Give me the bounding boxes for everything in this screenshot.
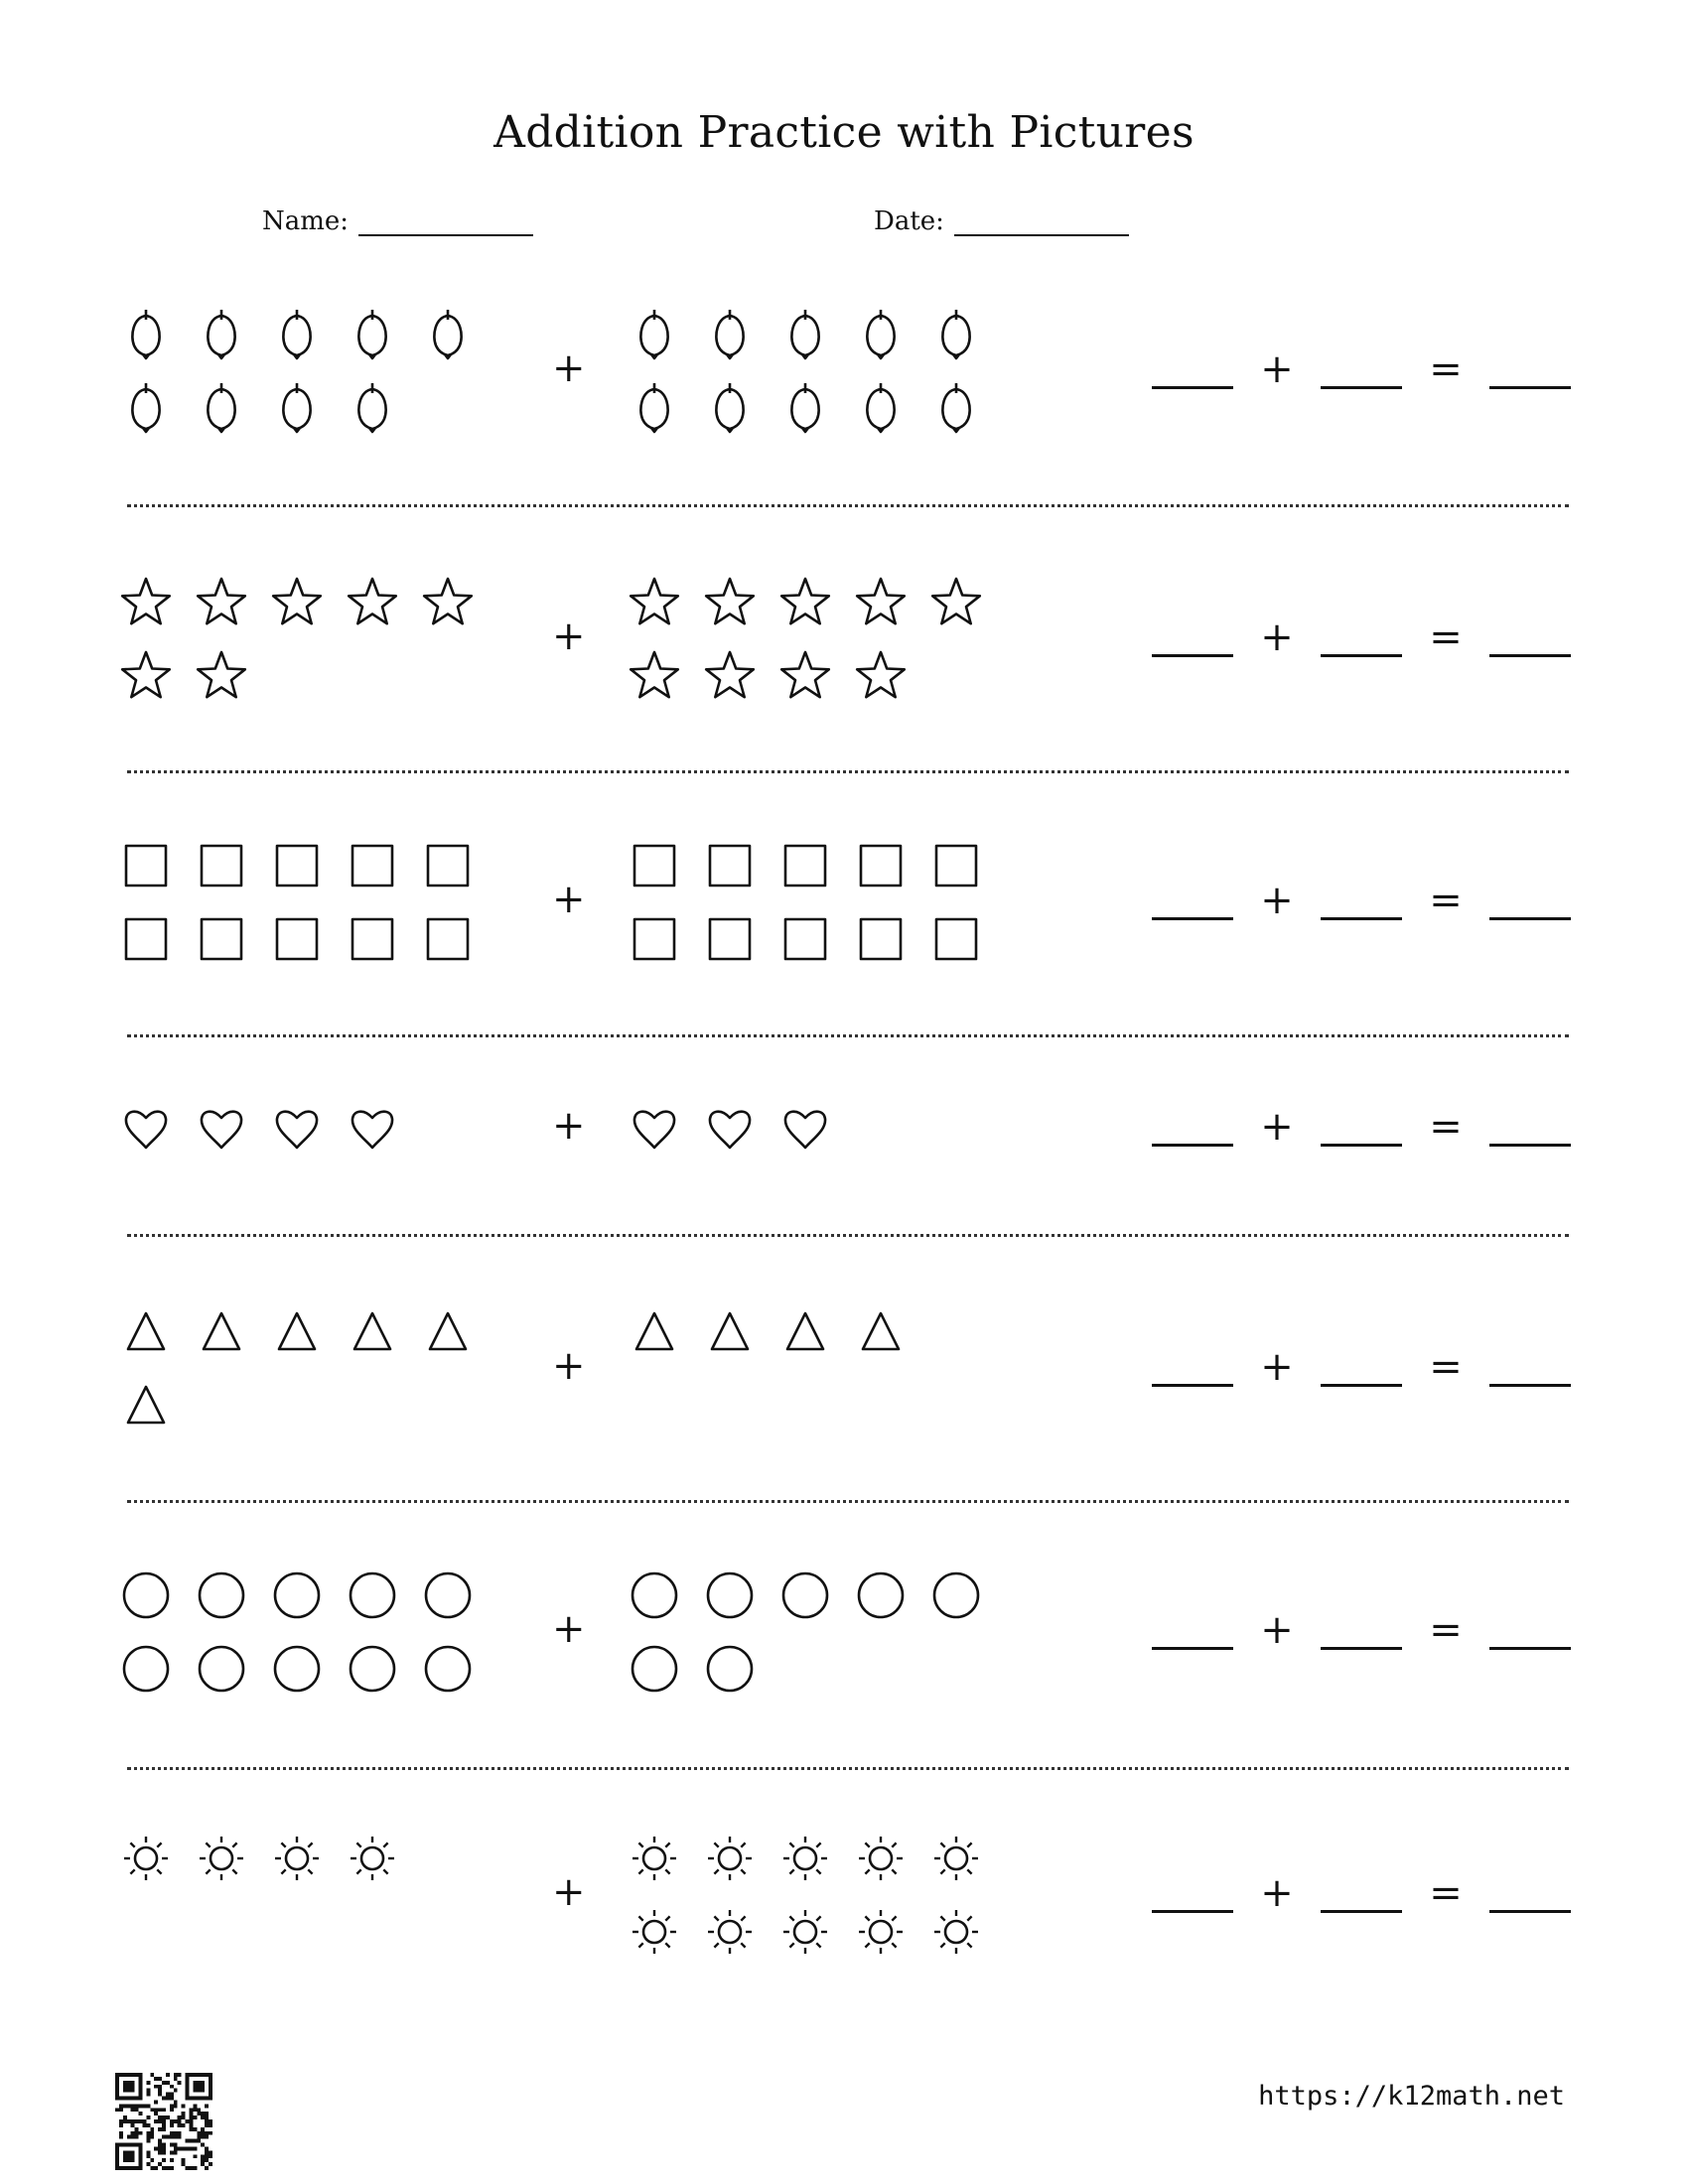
- triangle-icon: [119, 1379, 173, 1436]
- equals-sign: =: [1429, 1607, 1463, 1653]
- square-icon: [703, 839, 757, 896]
- lemon-icon: [346, 381, 399, 439]
- star-icon: [119, 649, 173, 707]
- equals-sign: =: [1429, 878, 1463, 923]
- answer-equation: [1152, 1344, 1571, 1390]
- addend-blank[interactable]: [1321, 350, 1402, 389]
- circle-icon: [421, 1569, 475, 1626]
- heart-icon: [346, 1102, 399, 1160]
- lemon-icon: [778, 308, 832, 365]
- answer-equation: [1152, 346, 1571, 392]
- date-field: [874, 206, 1129, 236]
- circle-icon: [195, 1569, 248, 1626]
- sun-icon: [195, 1832, 248, 1889]
- problem-row: [119, 1832, 1579, 1971]
- addend-blank[interactable]: [1321, 1108, 1402, 1147]
- plus-sign: +: [552, 1103, 586, 1149]
- sun-icon: [346, 1832, 399, 1889]
- equals-sign: =: [1429, 1344, 1463, 1390]
- circle-icon: [778, 1569, 832, 1626]
- square-icon: [119, 839, 173, 896]
- worksheet-title: Addition Practice with Pictures: [493, 107, 1195, 158]
- square-icon: [703, 912, 757, 970]
- circle-icon: [628, 1569, 681, 1626]
- answer-equation: [1152, 614, 1571, 660]
- lemon-icon: [778, 381, 832, 439]
- square-icon: [854, 912, 908, 970]
- addend-blank[interactable]: [1152, 882, 1233, 920]
- lemon-icon: [854, 308, 908, 365]
- star-icon: [778, 649, 832, 707]
- star-icon: [628, 576, 681, 633]
- triangle-icon: [421, 1305, 475, 1363]
- sun-icon: [270, 1832, 324, 1889]
- circle-icon: [703, 1642, 757, 1700]
- plus-sign: +: [552, 1343, 586, 1389]
- dotted-divider: [127, 1034, 1569, 1037]
- square-icon: [778, 912, 832, 970]
- circle-icon: [119, 1642, 173, 1700]
- sun-icon: [854, 1832, 908, 1889]
- triangle-icon: [628, 1305, 681, 1363]
- date-blank[interactable]: [954, 210, 1129, 236]
- answer-equation: [1152, 1870, 1571, 1916]
- answer-equation: [1152, 878, 1571, 923]
- lemon-icon: [929, 308, 983, 365]
- date-label: Date:: [874, 206, 944, 236]
- addend-blank[interactable]: [1152, 618, 1233, 657]
- addend-blank[interactable]: [1152, 1348, 1233, 1387]
- sun-icon: [929, 1905, 983, 1963]
- star-icon: [854, 649, 908, 707]
- square-icon: [270, 839, 324, 896]
- heart-icon: [703, 1102, 757, 1160]
- problem-row: [119, 576, 1579, 725]
- square-icon: [628, 912, 681, 970]
- plus-sign: +: [552, 1869, 586, 1915]
- dotted-divider: [127, 770, 1569, 773]
- addend-blank[interactable]: [1321, 1611, 1402, 1650]
- name-field: [262, 206, 533, 236]
- square-icon: [854, 839, 908, 896]
- plus-sign: +: [1260, 1104, 1294, 1150]
- square-icon: [270, 912, 324, 970]
- lemon-icon: [119, 308, 173, 365]
- heart-icon: [778, 1102, 832, 1160]
- equals-sign: =: [1429, 1104, 1463, 1150]
- footer-url: https://k12math.net: [1258, 2081, 1565, 2112]
- circle-icon: [421, 1642, 475, 1700]
- star-icon: [628, 649, 681, 707]
- plus-sign: +: [1260, 614, 1294, 660]
- dotted-divider: [127, 1234, 1569, 1237]
- circle-icon: [270, 1642, 324, 1700]
- star-icon: [778, 576, 832, 633]
- answer-equation: [1152, 1104, 1571, 1150]
- square-icon: [929, 912, 983, 970]
- star-icon: [854, 576, 908, 633]
- name-label: Name:: [262, 206, 350, 236]
- problem-row: [119, 1102, 1579, 1181]
- lemon-icon: [703, 381, 757, 439]
- plus-sign: +: [1260, 1607, 1294, 1653]
- equals-sign: =: [1429, 614, 1463, 660]
- square-icon: [346, 839, 399, 896]
- triangle-icon: [119, 1305, 173, 1363]
- circle-icon: [119, 1569, 173, 1626]
- plus-sign: +: [1260, 1870, 1294, 1916]
- circle-icon: [346, 1642, 399, 1700]
- triangle-icon: [778, 1305, 832, 1363]
- sum-blank[interactable]: [1489, 1108, 1571, 1147]
- square-icon: [195, 839, 248, 896]
- star-icon: [270, 576, 324, 633]
- circle-icon: [270, 1569, 324, 1626]
- plus-sign: +: [1260, 878, 1294, 923]
- addend-blank[interactable]: [1321, 882, 1402, 920]
- star-icon: [703, 576, 757, 633]
- sum-blank[interactable]: [1489, 618, 1571, 657]
- star-icon: [703, 649, 757, 707]
- lemon-icon: [195, 308, 248, 365]
- square-icon: [421, 839, 475, 896]
- qr-code: [115, 2073, 212, 2170]
- addend-blank[interactable]: [1321, 1874, 1402, 1913]
- square-icon: [421, 912, 475, 970]
- heart-icon: [628, 1102, 681, 1160]
- name-blank[interactable]: [358, 210, 533, 236]
- sum-blank[interactable]: [1489, 1874, 1571, 1913]
- lemon-icon: [195, 381, 248, 439]
- lemon-icon: [346, 308, 399, 365]
- triangle-icon: [195, 1305, 248, 1363]
- lemon-icon: [421, 308, 475, 365]
- star-icon: [195, 576, 248, 633]
- circle-icon: [346, 1569, 399, 1626]
- sun-icon: [119, 1832, 173, 1889]
- plus-sign: +: [552, 614, 586, 659]
- lemon-icon: [628, 308, 681, 365]
- circle-icon: [628, 1642, 681, 1700]
- circle-icon: [703, 1569, 757, 1626]
- triangle-icon: [270, 1305, 324, 1363]
- square-icon: [119, 912, 173, 970]
- sun-icon: [929, 1832, 983, 1889]
- problem-row: [119, 839, 1579, 988]
- square-icon: [778, 839, 832, 896]
- star-icon: [119, 576, 173, 633]
- lemon-icon: [703, 308, 757, 365]
- dotted-divider: [127, 1767, 1569, 1770]
- equals-sign: =: [1429, 346, 1463, 392]
- sun-icon: [778, 1832, 832, 1889]
- square-icon: [346, 912, 399, 970]
- problem-row: [119, 1569, 1579, 1717]
- heart-icon: [270, 1102, 324, 1160]
- sun-icon: [778, 1905, 832, 1963]
- addend-blank[interactable]: [1152, 1611, 1233, 1650]
- problem-row: [119, 1305, 1579, 1444]
- circle-icon: [195, 1642, 248, 1700]
- addend-blank[interactable]: [1152, 1874, 1233, 1913]
- lemon-icon: [270, 308, 324, 365]
- answer-equation: [1152, 1607, 1571, 1653]
- square-icon: [195, 912, 248, 970]
- star-icon: [346, 576, 399, 633]
- circle-icon: [854, 1569, 908, 1626]
- triangle-icon: [346, 1305, 399, 1363]
- triangle-icon: [854, 1305, 908, 1363]
- square-icon: [628, 839, 681, 896]
- lemon-icon: [119, 381, 173, 439]
- heart-icon: [195, 1102, 248, 1160]
- star-icon: [421, 576, 475, 633]
- lemon-icon: [929, 381, 983, 439]
- star-icon: [929, 576, 983, 633]
- sum-blank[interactable]: [1489, 1348, 1571, 1387]
- sun-icon: [628, 1905, 681, 1963]
- lemon-icon: [628, 381, 681, 439]
- circle-icon: [929, 1569, 983, 1626]
- heart-icon: [119, 1102, 173, 1160]
- sun-icon: [703, 1905, 757, 1963]
- addend-blank[interactable]: [1152, 350, 1233, 389]
- equals-sign: =: [1429, 1870, 1463, 1916]
- plus-sign: +: [552, 877, 586, 922]
- addend-blank[interactable]: [1321, 618, 1402, 657]
- triangle-icon: [703, 1305, 757, 1363]
- plus-sign: +: [552, 345, 586, 391]
- sum-blank[interactable]: [1489, 1611, 1571, 1650]
- plus-sign: +: [1260, 346, 1294, 392]
- sum-blank[interactable]: [1489, 350, 1571, 389]
- lemon-icon: [270, 381, 324, 439]
- plus-sign: +: [552, 1606, 586, 1652]
- addend-blank[interactable]: [1321, 1348, 1402, 1387]
- sum-blank[interactable]: [1489, 882, 1571, 920]
- star-icon: [195, 649, 248, 707]
- addend-blank[interactable]: [1152, 1108, 1233, 1147]
- sun-icon: [703, 1832, 757, 1889]
- sun-icon: [628, 1832, 681, 1889]
- dotted-divider: [127, 504, 1569, 507]
- dotted-divider: [127, 1500, 1569, 1503]
- problem-row: [119, 308, 1579, 457]
- square-icon: [929, 839, 983, 896]
- sun-icon: [854, 1905, 908, 1963]
- plus-sign: +: [1260, 1344, 1294, 1390]
- lemon-icon: [854, 381, 908, 439]
